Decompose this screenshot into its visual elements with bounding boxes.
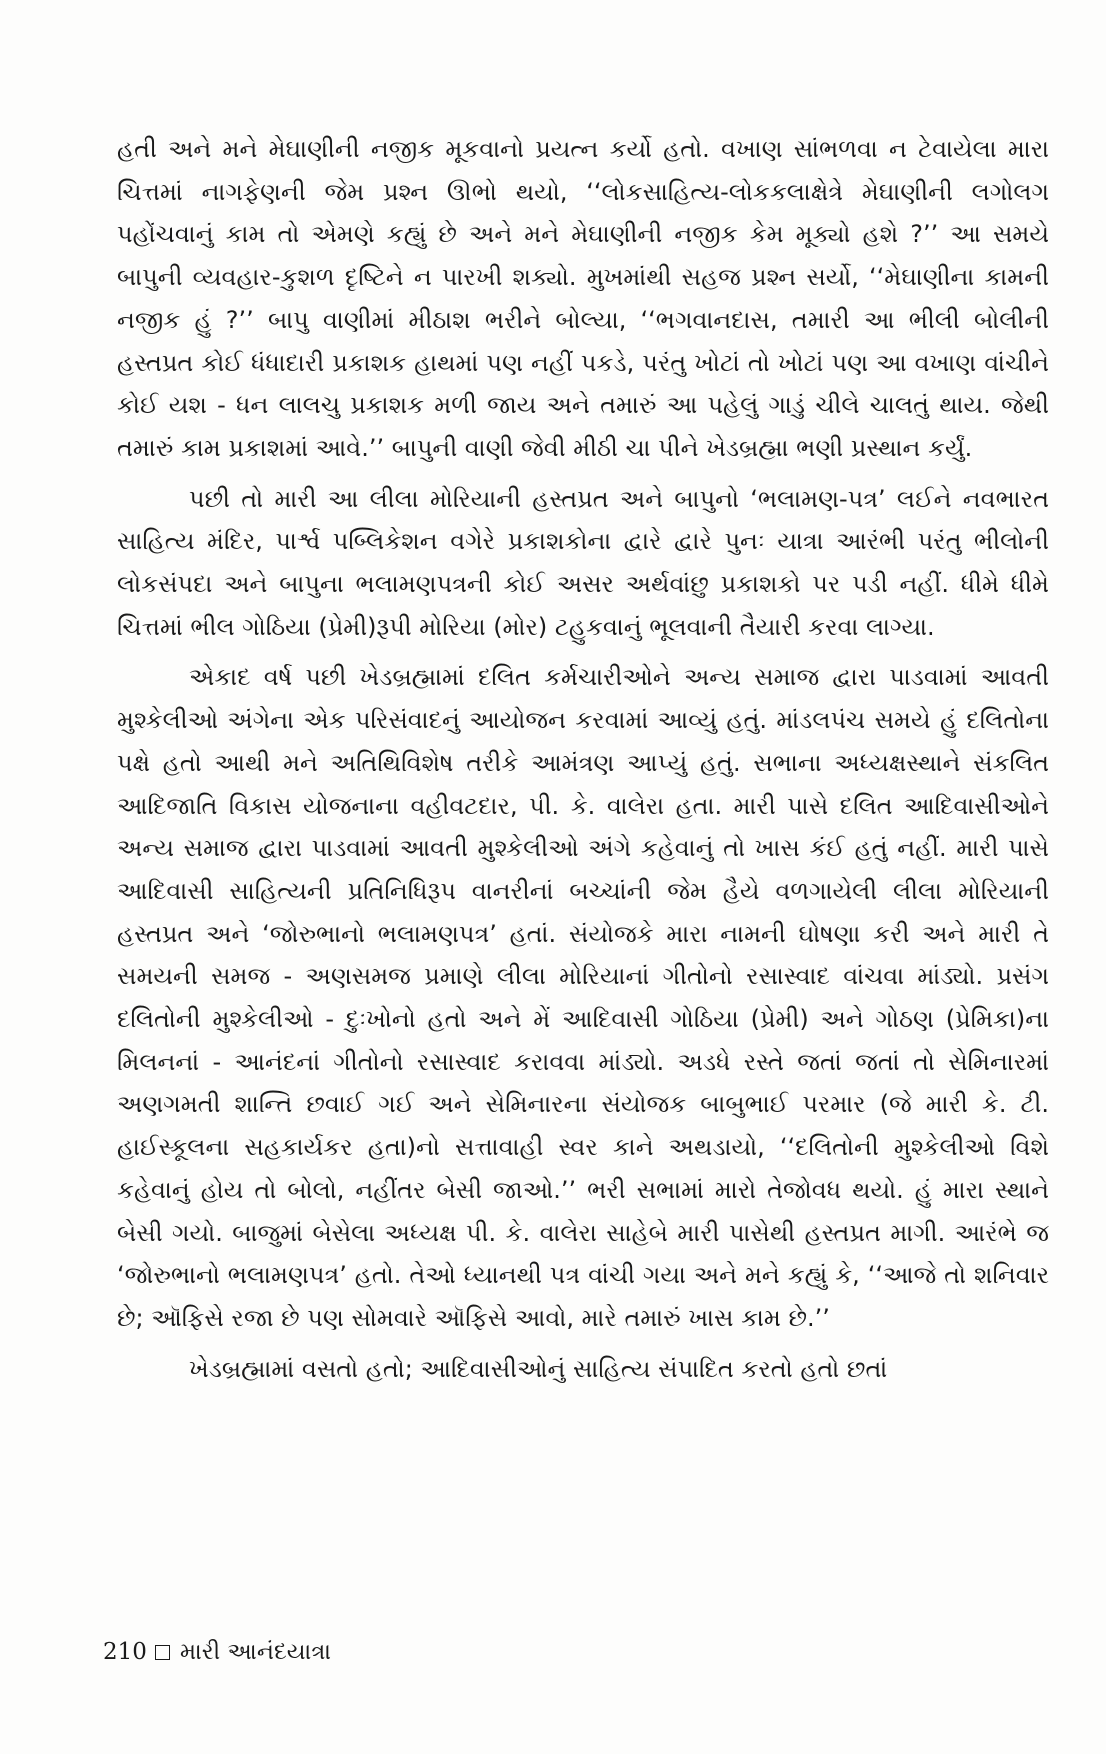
page-footer: [103, 1636, 331, 1668]
page-number: 210: [103, 1639, 147, 1665]
paragraph-publishers: પછી તો મારી આ લીલા મોરિયાની હસ્તપ્રત અને બાપુનો ‘ભલામણ-પત્ર’ લઈને નવભારત સાહિત્ય મંદિર, પાર્શ્વ પબ્લિકેશન વગેરે પ્રકાશકોના દ્વારે દ્વારે પુનઃ યાત્રા આરંભી પરંતુ ભીલોની લોકસંપદા અને બાપુના ભલામણપત્રની કોઈ અસર અર્થવાંછુ પ્રકાશકો પર પડી નહીં. ધીમે ધીમે ચિત્તમાં ભીલ ગોઠિયા (પ્રેમી)રૂપી મોરિયા (મોર) ટહુકવાનું ભૂલવાની તૈયારી કરવા લાગ્યા.: [117, 484, 1049, 641]
body-text: [117, 128, 1049, 1398]
square-separator-icon: [155, 1645, 170, 1660]
running-title: મારી આનંદયાત્રા: [179, 1639, 332, 1665]
paragraph-seminar: એકાદ વર્ષ પછી ખેડબ્રહ્મામાં દલિત કર્મચારીઓને અન્ય સમાજ દ્વારા પાડવામાં આવતી મુશ્કેલીઓ અંગેના એક પરિસંવાદનું આયોજન કરવામાં આવ્યું હતું. માંડલપંચ સમયે હું દલિતોના પક્ષે હતો આથી મને અતિથિવિશેષ તરીકે આમંત્રણ આપ્યું હતું. સભાના અધ્યક્ષસ્થાને સંકલિત આદિજાતિ વિકાસ યોજનાના વહીવટદાર, પી. કે. વાલેરા હતા. મારી પાસે દલિત આદિવાસીઓને અન્ય સમાજ દ્વારા પાડવામાં આવતી મુશ્કેલીઓ અંગે કહેવાનું તો ખાસ કંઈ હતું નહીં. મારી પાસે આદિવાસી સાહિત્યની પ્રતિનિધિરૂપ વાનરીનાં બચ્ચાંની જેમ હૈયે વળગાયેલી લીલા મોરિયાની હસ્તપ્રત અને ‘જોરુભાનો ભલામણપત્ર’ હતાં. સંયોજકે મારા નામની ઘોષણા કરી અને મારી તે સમયની સમજ - અણસમજ પ્રમાણે લીલા મોરિયાનાં ગીતોનો રસાસ્વાદ વાંચવા માંડ્યો. પ્રસંગ દલિતોની મુશ્કેલીઓ - દુઃખોનો હતો અને મેં આદિવાસી ગોઠિયા (પ્રેમી) અને ગોઠણ (પ્રેમિકા)ના મિલનનાં - આનંદનાં ગીતોનો રસાસ્વાદ કરાવવા માંડ્યો. અડધે રસ્તે જતાં જતાં તો સેમિનારમાં અણગમતી શાન્તિ છવાઈ ગઈ અને સેમિનારના સંયોજક બાબુભાઈ પરમાર (જે મારી કે. ટી. હાઈસ્કૂલના સહકાર્યકર હતા)નો સત્તાવાહી સ્વર કાને અથડાયો, ‘‘દલિતોની મુશ્કેલીઓ વિશે કહેવાનું હોય તો બોલો, નહીંતર બેસી જાઓ.’’ ભરી સભામાં મારો તેજોવધ થયો. હું મારા સ્થાને બેસી ગયો. બાજુમાં બેસેલા અધ્યક્ષ પી. કે. વાલેરા સાહેબે મારી પાસેથી હસ્તપ્રત માગી. આરંભે જ ‘જોરુભાનો ભલામણપત્ર’ હતો. તેઓ ધ્યાનથી પત્ર વાંચી ગયા અને મને કહ્યું કે, ‘‘આજે તો શનિવાર છે; ઑફિસે રજા છે પણ સોમવારે ઑફિસે આવો, મારે તમારું ખાસ કામ છે.’’: [117, 663, 1049, 1332]
paragraph-continuation: હતી અને મને મેઘાણીની નજીક મૂકવાનો પ્રયત્ન કર્યો હતો. વખાણ સાંભળવા ન ટેવાયેલા મારા ચિત્તમાં નાગફેણની જેમ પ્રશ્ન ઊભો થયો, ‘‘લોકસાહિત્ય-લોકકલાક્ષેત્રે મેઘાણીની લગોલગ પહોંચવાનું કામ તો એમણે કહ્યું છે અને મને મેઘાણીની નજીક કેમ મૂક્યો હશે ?’’ આ સમયે બાપુની વ્યવહાર-કુશળ દૃષ્ટિને ન પારખી શક્યો. મુખમાંથી સહજ પ્રશ્ન સર્યો, ‘‘મેઘાણીના કામની નજીક હું ?’’ બાપુ વાણીમાં મીઠાશ ભરીને બોલ્યા, ‘‘ભગવાનદાસ, તમારી આ ભીલી બોલીની હસ્તપ્રત કોઈ ધંધાદારી પ્રકાશક હાથમાં પણ નહીં પકડે, પરંતુ ખોટાં તો ખોટાં પણ આ વખાણ વાંચીને કોઈ યશ - ધન લાલચુ પ્રકાશક મળી જાય અને તમારું આ પહેલું ગાડું ચીલે ચાલતું થાય. જેથી તમારું કામ પ્રકાશમાં આવે.’’ બાપુની વાણી જેવી મીઠી ચા પીને ખેડબ્રહ્મા ભણી પ્રસ્થાન કર્યું.: [117, 135, 1049, 462]
paragraph-khedbrahma: ખેડબ્રહ્મામાં વસતો હતો; આદિવાસીઓનું સાહિત્ય સંપાદિત કરતો હતો છતાં: [189, 1354, 888, 1383]
